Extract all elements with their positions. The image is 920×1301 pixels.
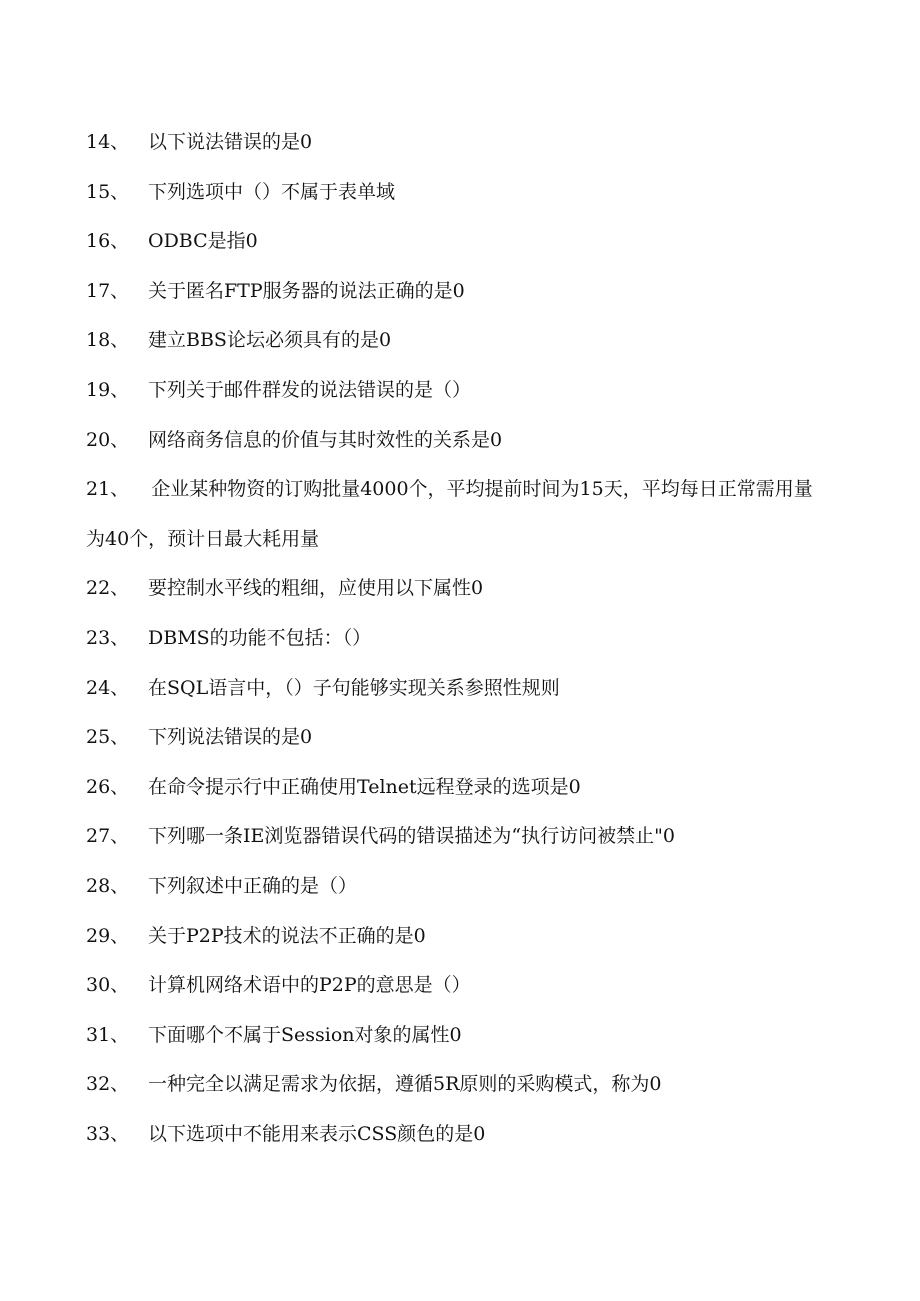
question-item — [86, 366, 826, 416]
question-number: 24、 — [86, 676, 130, 699]
question-list — [86, 118, 826, 1159]
question-text: 关于匿名FTP服务器的说法正确的是0 — [148, 279, 465, 302]
question-number: 28、 — [86, 874, 130, 897]
question-number: 26、 — [86, 775, 130, 798]
question-item — [86, 217, 826, 267]
question-item — [86, 267, 826, 317]
question-item — [86, 168, 826, 218]
question-text: 关于P2P技术的说法不正确的是0 — [148, 924, 426, 947]
question-number: 18、 — [86, 329, 130, 352]
question-item — [86, 1060, 826, 1110]
question-text: ODBC是指0 — [148, 230, 258, 253]
question-item — [86, 416, 826, 466]
question-number: 20、 — [86, 428, 130, 451]
question-text: 计算机网络术语中的P2P的意思是（） — [148, 974, 471, 997]
question-number: 30、 — [86, 974, 130, 997]
question-item — [86, 812, 826, 862]
question-text: 网络商务信息的价值与其时效性的关系是0 — [148, 428, 503, 451]
question-item — [86, 564, 826, 614]
question-text: 下列选项中（）不属于表单域 — [148, 180, 396, 203]
question-text: 建立BBS论坛必须具有的是0 — [148, 329, 392, 352]
question-text: 下列哪一条IE浏览器错误代码的错误描述为“执行访问被禁止"0 — [148, 825, 675, 848]
question-text: 以下说法错误的是0 — [148, 131, 313, 153]
question-number: 32、 — [86, 1073, 130, 1096]
question-text: 在命令提示行中正确使用Telnet远程登录的选项是0 — [148, 775, 581, 798]
question-item — [86, 961, 826, 1011]
question-item — [86, 316, 826, 366]
question-text: 下列关于邮件群发的说法错误的是（） — [148, 378, 472, 401]
question-text: 一种完全以满足需求为依据，遵循5R原则的采购模式，称为0 — [148, 1073, 662, 1096]
question-item — [86, 465, 826, 564]
question-number: 25、 — [86, 726, 130, 749]
question-number: 27、 — [86, 825, 130, 848]
question-text: 以下选项中不能用来表示CSS颜色的是0 — [148, 1122, 486, 1145]
question-item — [86, 118, 826, 168]
question-number: 15、 — [86, 180, 130, 203]
question-item — [86, 614, 826, 664]
question-item — [86, 763, 826, 813]
question-number: 21、 — [86, 478, 130, 501]
question-item — [86, 664, 826, 714]
question-number: 22、 — [86, 577, 130, 600]
question-number: 17、 — [86, 279, 130, 302]
question-text: 下面哪个不属于Session对象的属性0 — [148, 1023, 462, 1046]
question-item — [86, 713, 826, 763]
question-number: 29、 — [86, 924, 130, 947]
question-item — [86, 912, 826, 962]
question-number: 16、 — [86, 230, 130, 253]
question-text: 要控制水平线的粗细，应使用以下属性0 — [148, 577, 484, 600]
question-item — [86, 1011, 826, 1061]
question-number: 14、 — [86, 131, 130, 153]
question-number: 23、 — [86, 626, 130, 649]
question-text: 在SQL语言中，（）子句能够实现关系参照性规则 — [148, 676, 560, 699]
question-item — [86, 862, 826, 912]
question-text: 企业某种物资的订购批量4000个，平均提前时间为15天，平均每日正常需用量为40个，预计日最大耗用量 — [86, 478, 813, 550]
question-number: 19、 — [86, 378, 130, 401]
question-text: 下列说法错误的是0 — [148, 726, 313, 749]
question-text: DBMS的功能不包括：（） — [148, 626, 372, 649]
question-item — [86, 1110, 826, 1160]
question-number: 33、 — [86, 1122, 130, 1145]
question-text: 下列叙述中正确的是（） — [148, 874, 358, 897]
question-number: 31、 — [86, 1023, 130, 1046]
